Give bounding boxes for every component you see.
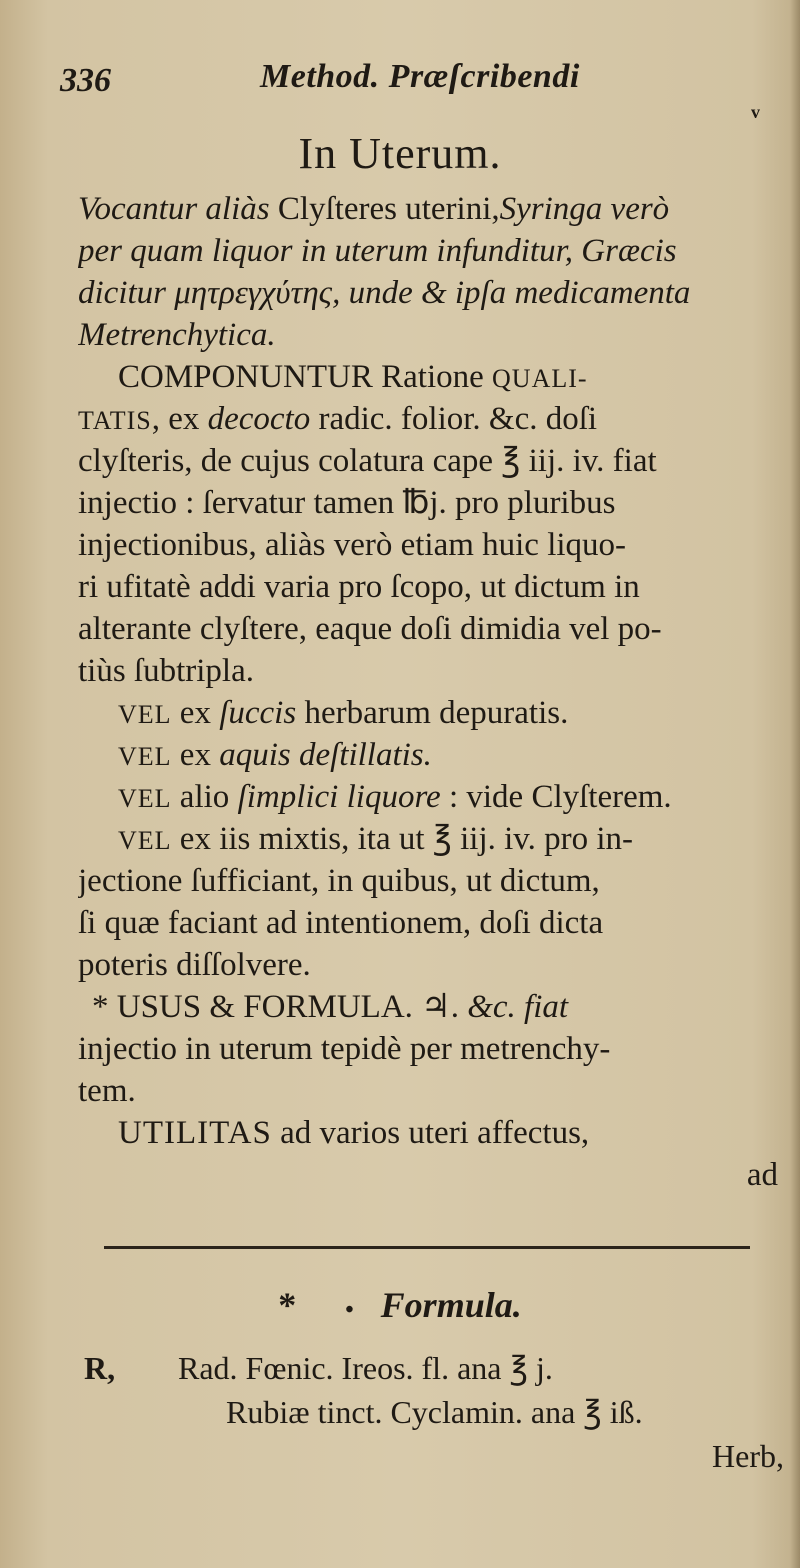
running-head xyxy=(60,58,760,122)
text-line xyxy=(78,230,784,272)
text-run: &c. fiat xyxy=(467,989,569,1025)
text-run: injectionibus, aliàs verò etiam huic liquo- xyxy=(78,527,627,563)
section-title: In Uterum. xyxy=(298,129,502,178)
text-line xyxy=(78,818,784,860)
text-run: Vocantur aliàs xyxy=(78,191,278,227)
text-run: TATIS xyxy=(78,406,152,435)
text-run: clyſteris, de cujus colatura cape ℥ iij. iv. fiat xyxy=(78,443,657,479)
text-line xyxy=(78,356,784,398)
text-line xyxy=(78,314,784,356)
text-line xyxy=(78,440,784,482)
text-run: , ex xyxy=(151,401,208,437)
text-run: ex xyxy=(171,737,220,773)
text-run: herbarum depuratis. xyxy=(296,695,569,731)
text-line xyxy=(78,524,784,566)
text-run: ſi quæ faciant ad intentionem, doſi dicta xyxy=(78,905,604,941)
text-run: Syringa verò xyxy=(499,191,670,227)
asterisk-mark: * xyxy=(278,1285,297,1325)
text-line xyxy=(78,188,784,230)
text-run: : vide Clyſterem. xyxy=(440,779,672,815)
text-run: COMPONUNTUR xyxy=(118,359,373,395)
recipe-line-text: Rubiæ tinct. Cyclamin. ana ℥ iß. xyxy=(226,1394,643,1430)
text-run: jectione ſufficiant, in quibus, ut dictum, xyxy=(78,863,600,899)
text-run: ex xyxy=(171,695,220,731)
text-run: QUALI- xyxy=(492,364,588,393)
text-run: decocto xyxy=(207,401,311,437)
text-line xyxy=(78,566,784,608)
text-run: VEL xyxy=(118,784,172,813)
text-run: Metrenchytica. xyxy=(78,317,276,353)
text-run: radic. folior. &c. doſi xyxy=(310,401,598,437)
text-run: tiùs ſubtripla. xyxy=(78,653,254,689)
text-run: ad xyxy=(746,1157,778,1193)
corner-mark: v xyxy=(751,102,760,122)
horizontal-rule xyxy=(104,1246,750,1249)
page-number: 336 xyxy=(60,62,111,99)
page-edge-shadow xyxy=(790,0,800,1568)
text-line xyxy=(78,1028,784,1070)
text-run: injectio : ſervatur tamen ℔j. pro pluribus xyxy=(78,485,616,521)
catchword: Herb, xyxy=(712,1438,784,1474)
text-run: Ratione xyxy=(372,359,493,395)
text-run: * USUS & FORMULA. ♃. xyxy=(92,989,468,1025)
text-run: ſuccis xyxy=(219,695,297,731)
text-run: injectio in uterum tepidè per metrenchy- xyxy=(78,1031,611,1067)
text-line xyxy=(78,734,784,776)
formula-heading xyxy=(0,1284,800,1326)
text-line xyxy=(78,1070,784,1112)
text-run: dicitur μητρεγχύτης, unde & ipſa medicamenta xyxy=(78,275,691,311)
text-run: per quam liquor in uterum infunditur, Græcis xyxy=(78,233,677,269)
text-run: ex iis mixtis, ita ut ℥ iij. iv. pro in- xyxy=(171,821,634,857)
text-line xyxy=(78,776,784,818)
text-line xyxy=(78,650,784,692)
text-run: VEL xyxy=(118,826,172,855)
text-line xyxy=(78,692,784,734)
text-run: ad varios uteri affectus, xyxy=(271,1115,590,1151)
text-line xyxy=(78,482,784,524)
text-run: UTILITAS xyxy=(118,1115,272,1151)
text-line xyxy=(78,944,784,986)
running-title: Method. Præſcribendi xyxy=(260,58,580,95)
text-run: VEL xyxy=(118,742,172,771)
text-run: VEL xyxy=(118,700,172,729)
text-line xyxy=(78,608,784,650)
recipe-symbol: R, xyxy=(84,1350,116,1386)
recipe xyxy=(84,1346,784,1478)
formula-title: Formula. xyxy=(380,1285,522,1325)
text-run: ri ufitatè addi varia pro ſcopo, ut dictum in xyxy=(78,569,640,605)
recipe-line xyxy=(84,1346,784,1390)
text-run: tem. xyxy=(78,1073,136,1109)
text-run: poteris diſſolvere. xyxy=(78,947,311,983)
body-text xyxy=(78,188,784,1196)
catchword xyxy=(78,1154,784,1196)
recipe-line xyxy=(84,1390,784,1434)
text-line xyxy=(78,272,784,314)
text-line xyxy=(78,1112,784,1154)
text-line xyxy=(78,986,784,1028)
text-line xyxy=(78,902,784,944)
recipe-line-text: Rad. Fœnic. Ireos. fl. ana ℥ j. xyxy=(178,1350,553,1386)
text-run: alterante clyſtere, eaque doſi dimidia vel po- xyxy=(78,611,662,647)
text-run: Clyſteres uterini, xyxy=(277,191,500,227)
text-run: aquis deſtillatis. xyxy=(219,737,432,773)
dot-mark: • xyxy=(345,1297,354,1323)
text-line xyxy=(78,398,784,440)
text-run: ſimplici liquore xyxy=(237,779,441,815)
text-run: alio xyxy=(171,779,238,815)
text-line xyxy=(78,860,784,902)
